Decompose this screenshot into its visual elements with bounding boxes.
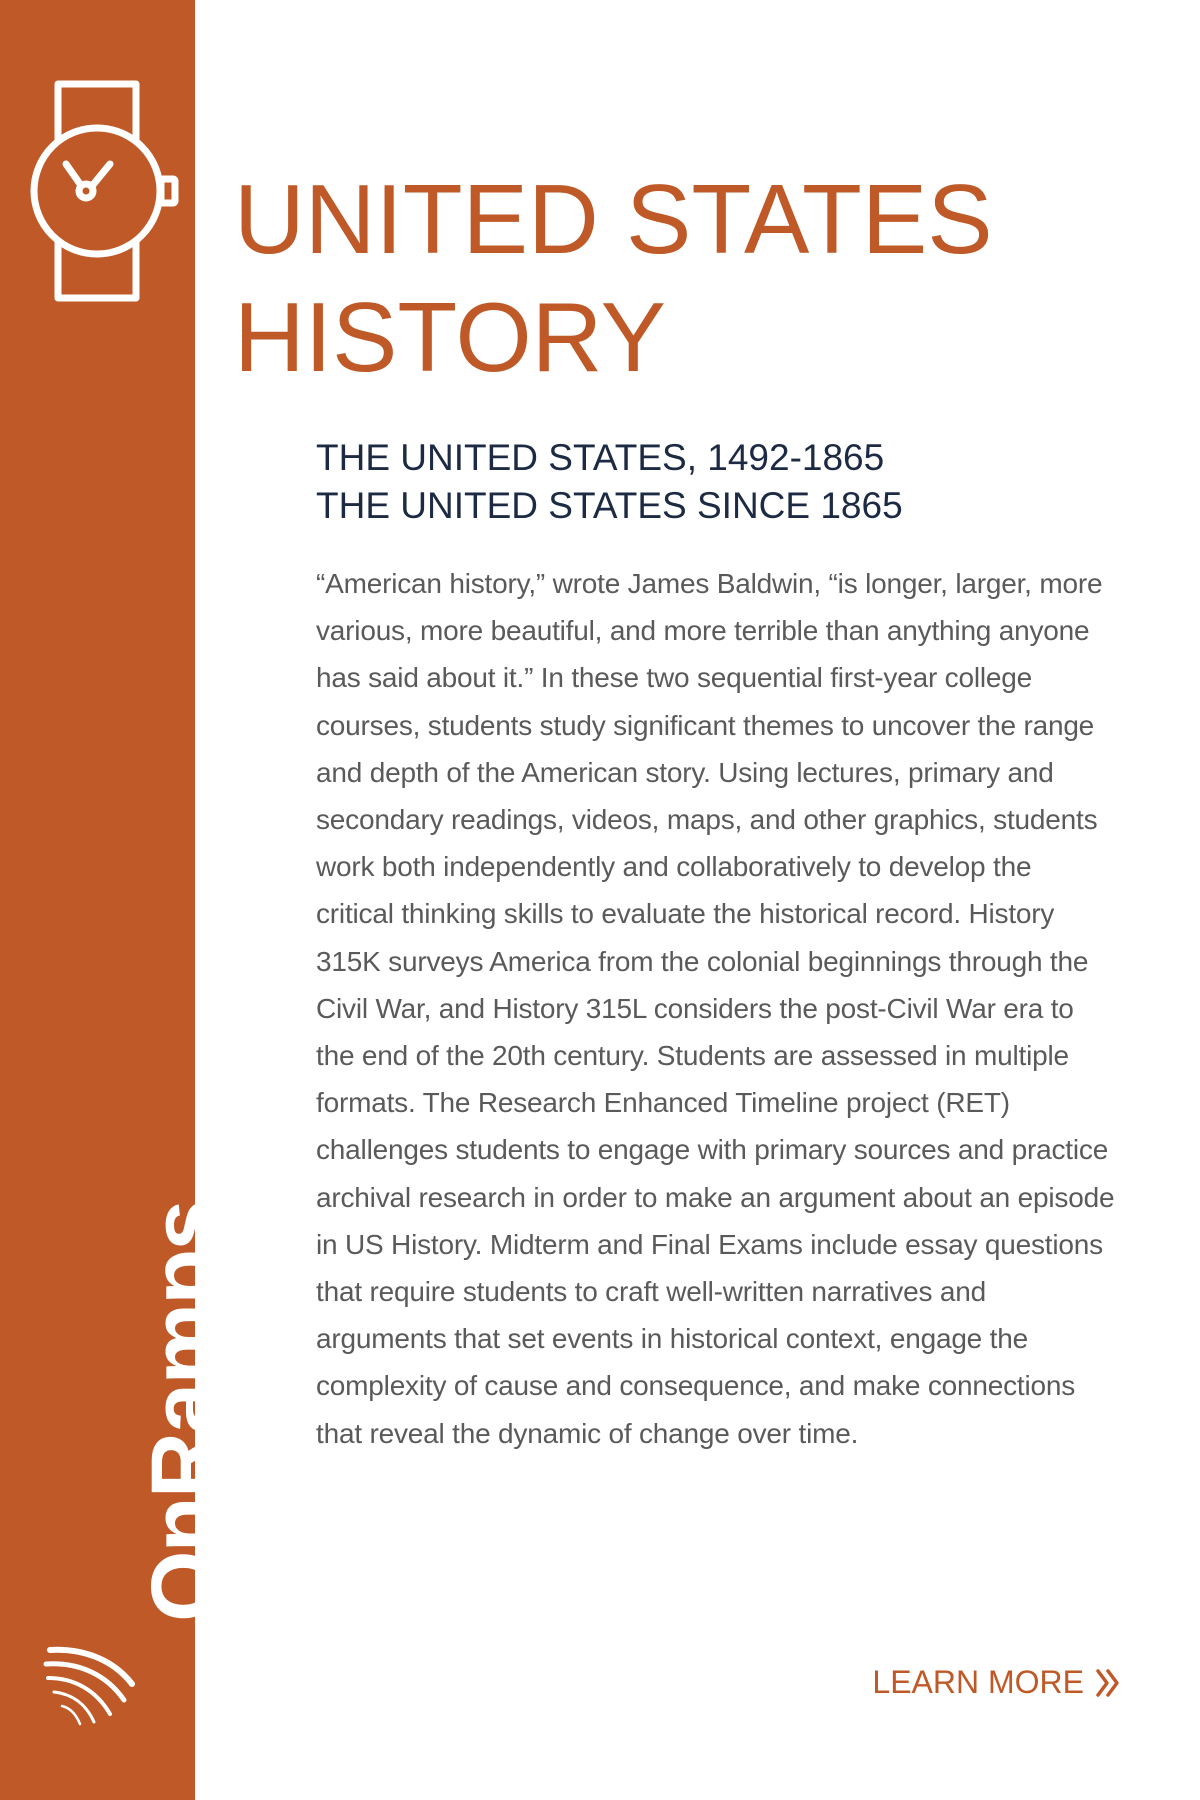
course-title: THE UNITED STATES, 1492-1865 <box>316 437 885 478</box>
brand-wordmark: OnRamps <box>133 1201 235 1622</box>
learn-more-label: LEARN MORE <box>872 1664 1084 1700</box>
course-title: THE UNITED STATES SINCE 1865 <box>316 485 903 526</box>
onramps-swoosh-icon <box>40 1628 144 1728</box>
title-line-1: UNITED STATES <box>234 164 993 274</box>
double-chevron-right-icon <box>1094 1668 1122 1698</box>
course-list <box>316 434 903 530</box>
course-description: “American history,” wrote James Baldwin, “is longer, larger, more various, more beautiful, and more terrible than anything anyone has said about it.” In these two sequential first-year college courses, students study significant themes to uncover the range and depth of the American story. Using lectures, primary and secondary readings, videos, maps, and other graphics, students work both independently and collaboratively to develop the critical thinking skills to evaluate the historical record. History 315K surveys America from the colonial beginnings through the Civil War, and History 315L considers the post-Civil War era to the end of the 20th century. Students are assessed in multiple formats. The Research Enhanced Timeline project (RET) challenges students to engage with primary sources and practice archival research in order to make an argument about an episode in US History. Midterm and Final Exams include essay questions that require students to craft well-written narratives and arguments that set events in historical context, engage the complexity of cause and consequence, and make connections that reveal the dynamic of change over time. <box>316 568 1115 1449</box>
learn-more-link[interactable] <box>872 1664 1122 1701</box>
sidebar <box>0 0 235 1800</box>
title-line-2: HISTORY <box>234 282 667 392</box>
page-title <box>234 160 993 396</box>
wristwatch-icon <box>14 78 180 304</box>
